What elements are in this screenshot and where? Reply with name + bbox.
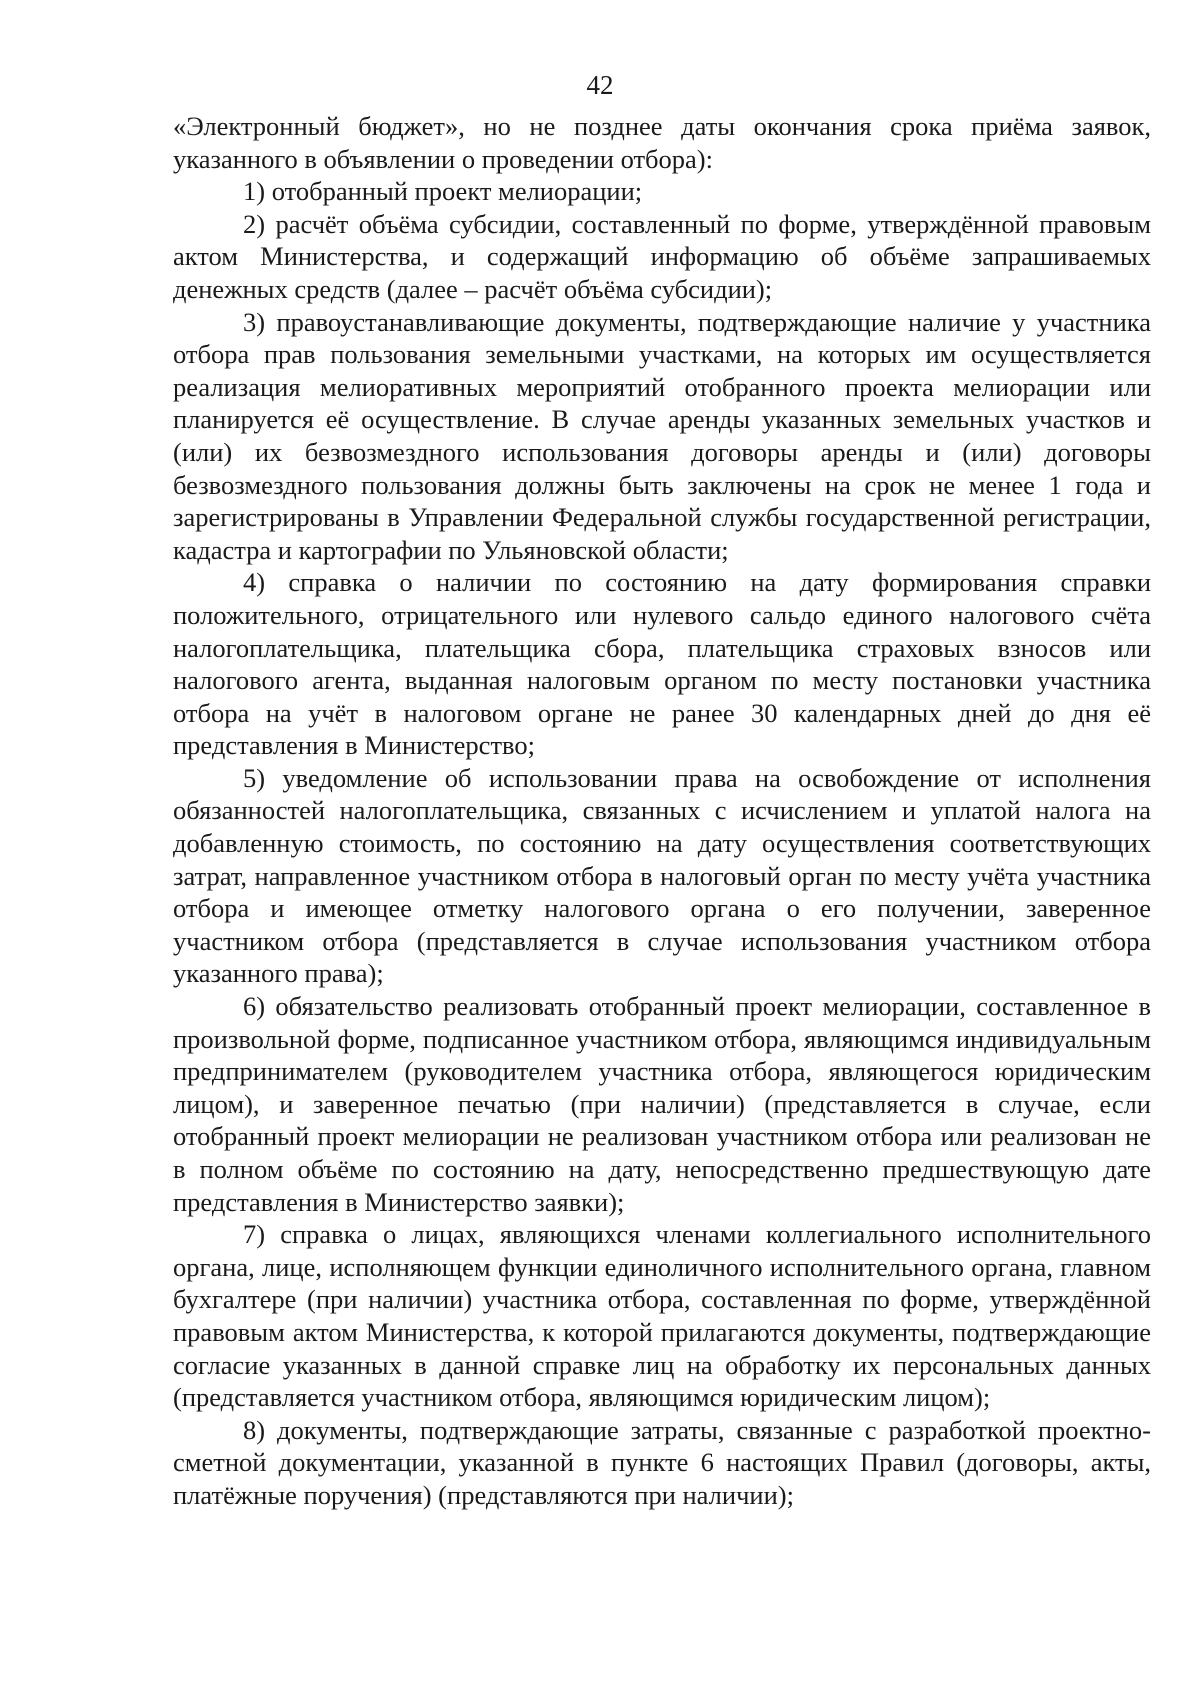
page-number: 42	[586, 70, 614, 100]
list-item-5: 5) уведомление об использовании права на освобождение от исполнения обязанностей налогоплательщика, связанных с исчислением и уплатой налога на добавленную стоимость, по состоянию на дату осуществления соответствующих затрат, направленное участником отбора в налоговый орган по месту учёта участника отбора и имеющее отметку налогового органа о его получении, заверенное участником отбора (представляется в случае использования участником отбора указанного права);	[173, 762, 1151, 989]
list-item-4: 4) справка о наличии по состоянию на дату формирования справки положительного, отрицательного или нулевого сальдо единого налогового счёта налогоплательщика, плательщика сбора, плательщика страховых взносов или налогового агента, выданная налоговым органом по месту постановки участника отбора на учёт в налоговом органе не ранее 30 календарных дней до дня её представления в Министерство;	[173, 567, 1151, 761]
paragraph-continuation: «Электронный бюджет», но не позднее даты окончания срока приёма заявок, указанного в объявлении о проведении отбора):	[173, 111, 1151, 174]
list-item-6: 6) обязательство реализовать отобранный проект мелиорации, составленное в произвольной форме, подписанное участником отбора, являющимся индивидуальным предпринимателем (руководителем участника отбора, являющегося юридическим лицом), и заверенное печатью (при наличии) (представляется в случае, если отобранный проект мелиорации не реализован участником отбора или реализован не в полном объёме по состоянию на дату, непосредственно предшествующую дате представления в Министерство заявки);	[173, 991, 1151, 1217]
list-item-3: 3) правоустанавливающие документы, подтверждающие наличие у участника отбора прав пользования земельными участками, на которых им осуществляется реализация мелиоративных мероприятий отобранного проекта мелиорации или планируется её осуществление. В случае аренды указанных земельных участков и (или) их безвозмездного использования договоры аренды и (или) договоры безвозмездного пользования должны быть заключены на срок не менее 1 года и зарегистрированы в Управлении Федеральной службы государственной регистрации, кадастра и картографии по Ульяновской области;	[173, 306, 1151, 565]
list-item-2: 2) расчёт объёма субсидии, составленный по форме, утверждённой правовым актом Министерства, и содержащий информацию об объёме запрашиваемых денежных средств (далее – расчёт объёма субсидии);	[173, 208, 1151, 304]
document-body	[173, 110, 1151, 1512]
list-item-8: 8) документы, подтверждающие затраты, связанные с разработкой проектно-сметной документации, указанной в пункте 6 настоящих Правил (договоры, акты, платёжные поручения) (представляются при наличии);	[173, 1414, 1151, 1510]
list-item-7: 7) справка о лицах, являющихся членами коллегиального исполнительного органа, лице, исполняющем функции единоличного исполнительного органа, главном бухгалтере (при наличии) участника отбора, составленная по форме, утверждённой правовым актом Министерства, к которой прилагаются документы, подтверждающие согласие указанных в данной справке лиц на обработку их персональных данных (представляется участником отбора, являющимся юридическим лицом);	[173, 1219, 1151, 1413]
list-item-1: 1) отобранный проект мелиорации;	[243, 176, 643, 207]
